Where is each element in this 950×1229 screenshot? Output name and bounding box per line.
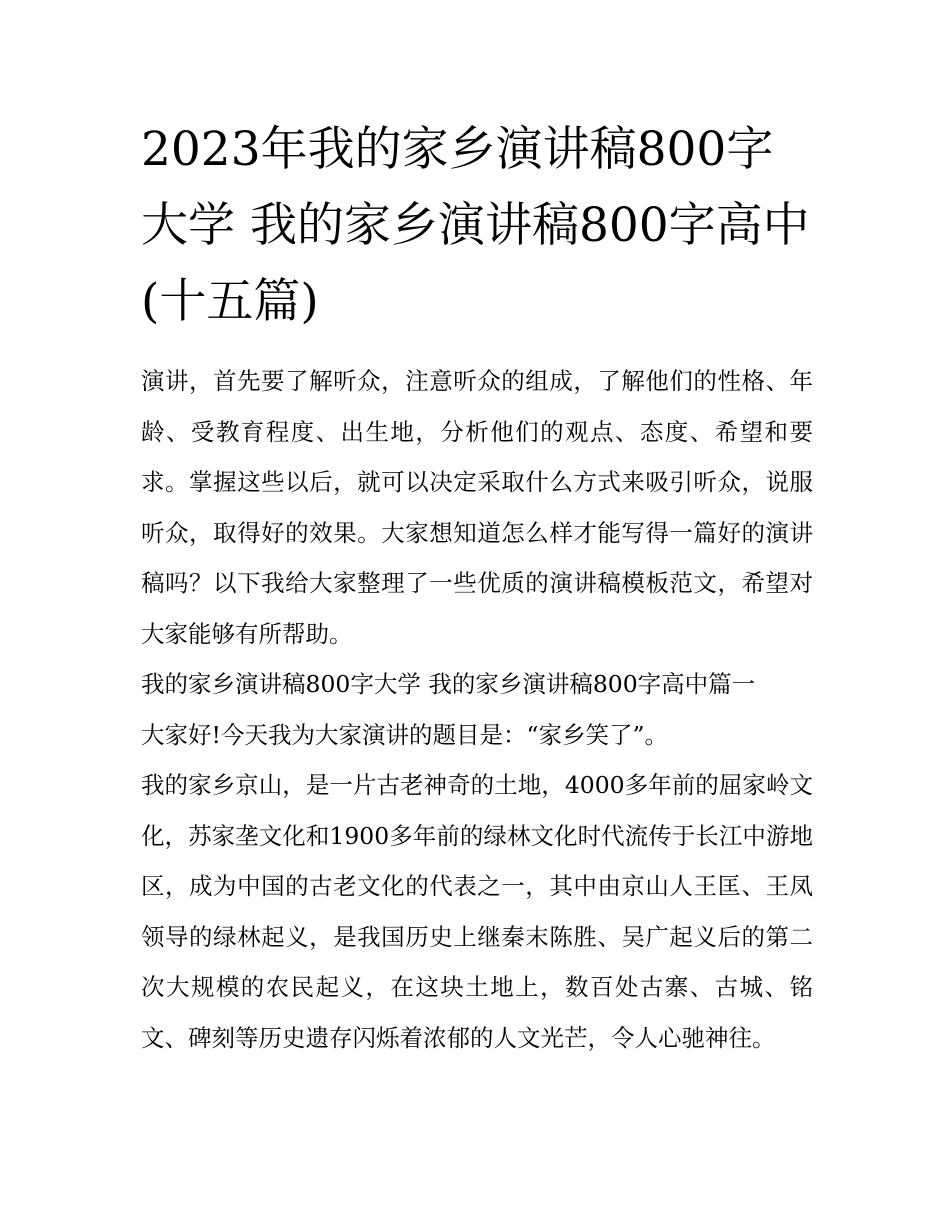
- greeting-paragraph: 大家好!今天我为大家演讲的题目是：“家乡笑了”。: [141, 720, 668, 749]
- hometown-paragraph: 我的家乡京山，是一片古老神奇的土地，4000多年前的屈家岭文化，苏家垄文化和1900多年前的绿林文化时代流传于长江中游地区，成为中国的古老文化的代表之一，其中由京山人王匡、王凤领导的绿林起义，是我国历史上继秦末陈胜、吴广起义后的第二次大规模的农民起义，在这块土地上，数百处古寨、古城、铭文、碑刻等历史遗存闪烁着浓郁的人文光芒，令人心驰神往。: [141, 771, 813, 1052]
- intro-paragraph: 演讲，首先要了解听众，注意听众的组成，了解他们的性格、年龄、受教育程度、出生地，分析他们的观点、态度、希望和要求。掌握这些以后，就可以决定采取什么方式来吸引听众，说服听众，取得好的效果。大家想知道怎么样才能写得一篇好的演讲稿吗？以下我给大家整理了一些优质的演讲稿模板范文，希望对大家能够有所帮助。: [141, 367, 813, 648]
- section-heading: 我的家乡演讲稿800字大学 我的家乡演讲稿800字高中篇一: [141, 670, 756, 698]
- document-body: [141, 356, 813, 1063]
- document-content: [141, 112, 813, 1063]
- document-title: 2023年我的家乡演讲稿800字大学 我的家乡演讲稿800字高中(十五篇): [141, 122, 810, 329]
